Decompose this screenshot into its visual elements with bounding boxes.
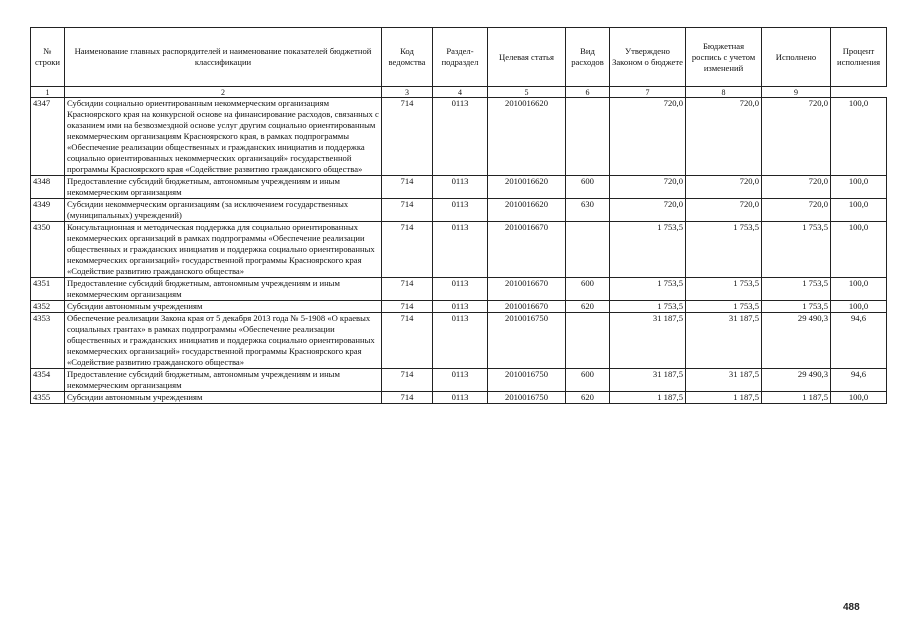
cell-executed: 720,0 xyxy=(762,98,831,176)
cell-budget-list: 31 187,5 xyxy=(686,313,762,369)
page-number: 488 xyxy=(843,602,860,613)
cell-section: 0113 xyxy=(433,222,488,278)
cell-budget-list: 720,0 xyxy=(686,98,762,176)
column-number: 5 xyxy=(488,87,566,98)
cell-percent: 100,0 xyxy=(831,392,887,404)
cell-row-no: 4350 xyxy=(31,222,65,278)
cell-section: 0113 xyxy=(433,301,488,313)
cell-target: 2010016620 xyxy=(488,98,566,176)
cell-expense-type: 620 xyxy=(566,301,610,313)
cell-approved: 1 187,5 xyxy=(610,392,686,404)
cell-name: Субсидии автономным учреждениям xyxy=(65,301,382,313)
cell-percent: 94,6 xyxy=(831,313,887,369)
cell-dept-code: 714 xyxy=(382,392,433,404)
header-target: Целевая статья xyxy=(488,28,566,87)
cell-approved: 1 753,5 xyxy=(610,278,686,301)
cell-budget-list: 720,0 xyxy=(686,176,762,199)
cell-expense-type xyxy=(566,313,610,369)
cell-row-no: 4355 xyxy=(31,392,65,404)
cell-approved: 720,0 xyxy=(610,98,686,176)
cell-target: 2010016620 xyxy=(488,176,566,199)
cell-target: 2010016750 xyxy=(488,392,566,404)
column-number: 1 xyxy=(31,87,65,98)
table-body xyxy=(31,98,887,404)
cell-row-no: 4354 xyxy=(31,369,65,392)
cell-percent: 100,0 xyxy=(831,176,887,199)
cell-approved: 720,0 xyxy=(610,199,686,222)
cell-name: Субсидии социально ориентированным некоммерческим организациям Красноярского края на конкурсной основе на финансирование расходов, связанных с оказанием ими на безвозмездной основе услуг другим социально ориентированным некоммерческим организациям Красноярского края, в рамках подпрограммы «Обеспечение реализации общественных и гражданских инициатив и поддержка социально ориентированных некоммерческих организаций» государственной программы Красноярского края «Содействие развитию гражданского общества» xyxy=(65,98,382,176)
cell-budget-list: 1 187,5 xyxy=(686,392,762,404)
cell-expense-type: 600 xyxy=(566,369,610,392)
cell-expense-type xyxy=(566,98,610,176)
cell-section: 0113 xyxy=(433,369,488,392)
header-approved: Утверждено Законом о бюджете xyxy=(610,28,686,87)
cell-target: 2010016670 xyxy=(488,301,566,313)
cell-budget-list: 1 753,5 xyxy=(686,301,762,313)
cell-budget-list: 1 753,5 xyxy=(686,278,762,301)
cell-section: 0113 xyxy=(433,392,488,404)
cell-executed: 29 490,3 xyxy=(762,369,831,392)
cell-name: Предоставление субсидий бюджетным, автономным учреждениям и иным некоммерческим организациям xyxy=(65,176,382,199)
cell-target: 2010016670 xyxy=(488,278,566,301)
table-header xyxy=(31,28,887,98)
cell-executed: 1 753,5 xyxy=(762,301,831,313)
table-row xyxy=(31,392,887,404)
header-expense-type: Вид расходов xyxy=(566,28,610,87)
table-row xyxy=(31,98,887,176)
cell-budget-list: 1 753,5 xyxy=(686,222,762,278)
cell-target: 2010016750 xyxy=(488,313,566,369)
cell-name: Предоставление субсидий бюджетным, автономным учреждениям и иным некоммерческим организациям xyxy=(65,278,382,301)
cell-dept-code: 714 xyxy=(382,301,433,313)
table-row xyxy=(31,176,887,199)
cell-row-no: 4348 xyxy=(31,176,65,199)
cell-target: 2010016750 xyxy=(488,369,566,392)
cell-expense-type: 600 xyxy=(566,176,610,199)
table-row xyxy=(31,369,887,392)
cell-row-no: 4352 xyxy=(31,301,65,313)
cell-dept-code: 714 xyxy=(382,98,433,176)
cell-executed: 720,0 xyxy=(762,199,831,222)
cell-percent: 100,0 xyxy=(831,199,887,222)
cell-name: Консультационная и методическая поддержка для социально ориентированных некоммерческих организаций в рамках подпрограммы «Обеспечение реализации общественных и гражданских инициатив и поддержка социально ориентированных некоммерческих организаций» государственной программы Красноярского края «Содействие развитию гражданского общества» xyxy=(65,222,382,278)
cell-budget-list: 720,0 xyxy=(686,199,762,222)
cell-executed: 1 753,5 xyxy=(762,278,831,301)
cell-dept-code: 714 xyxy=(382,222,433,278)
cell-target: 2010016670 xyxy=(488,222,566,278)
table-row xyxy=(31,222,887,278)
column-number-row xyxy=(31,87,887,98)
cell-approved: 1 753,5 xyxy=(610,222,686,278)
cell-approved: 31 187,5 xyxy=(610,369,686,392)
header-dept-code: Код ведомства xyxy=(382,28,433,87)
cell-percent: 100,0 xyxy=(831,98,887,176)
table-row xyxy=(31,301,887,313)
cell-percent: 94,6 xyxy=(831,369,887,392)
column-number: 9 xyxy=(762,87,831,98)
cell-expense-type: 620 xyxy=(566,392,610,404)
cell-expense-type: 630 xyxy=(566,199,610,222)
cell-percent: 100,0 xyxy=(831,278,887,301)
cell-row-no: 4349 xyxy=(31,199,65,222)
cell-dept-code: 714 xyxy=(382,369,433,392)
cell-dept-code: 714 xyxy=(382,313,433,369)
header-budget-list: Бюджетная роспись с учетом изменений xyxy=(686,28,762,87)
column-number: 3 xyxy=(382,87,433,98)
budget-execution-table xyxy=(30,27,887,404)
table-row xyxy=(31,278,887,301)
cell-executed: 720,0 xyxy=(762,176,831,199)
cell-name: Обеспечение реализации Закона края от 5 декабря 2013 года № 5-1908 «О краевых социальных грантах» в рамках подпрограммы «Обеспечение реализации общественных и гражданских инициатив и поддержка социально ориентированных некоммерческих организаций» государственной программы Красноярского края «Содействие развитию гражданского общества» xyxy=(65,313,382,369)
cell-section: 0113 xyxy=(433,313,488,369)
cell-expense-type xyxy=(566,222,610,278)
cell-executed: 29 490,3 xyxy=(762,313,831,369)
cell-dept-code: 714 xyxy=(382,176,433,199)
header-row-no: № строки xyxy=(31,28,65,87)
cell-dept-code: 714 xyxy=(382,278,433,301)
column-number: 6 xyxy=(566,87,610,98)
cell-row-no: 4351 xyxy=(31,278,65,301)
column-number: 8 xyxy=(686,87,762,98)
header-percent: Процент исполнения xyxy=(831,28,887,87)
cell-executed: 1 187,5 xyxy=(762,392,831,404)
cell-name: Субсидии некоммерческим организациям (за исключением государственных (муниципальных) учреждений) xyxy=(65,199,382,222)
cell-percent: 100,0 xyxy=(831,301,887,313)
cell-section: 0113 xyxy=(433,199,488,222)
cell-dept-code: 714 xyxy=(382,199,433,222)
cell-section: 0113 xyxy=(433,176,488,199)
column-number: 4 xyxy=(433,87,488,98)
cell-row-no: 4353 xyxy=(31,313,65,369)
cell-expense-type: 600 xyxy=(566,278,610,301)
header-executed: Исполнено xyxy=(762,28,831,87)
cell-budget-list: 31 187,5 xyxy=(686,369,762,392)
cell-approved: 720,0 xyxy=(610,176,686,199)
table-row xyxy=(31,313,887,369)
cell-approved: 31 187,5 xyxy=(610,313,686,369)
cell-approved: 1 753,5 xyxy=(610,301,686,313)
cell-executed: 1 753,5 xyxy=(762,222,831,278)
column-number: 2 xyxy=(65,87,382,98)
cell-percent: 100,0 xyxy=(831,222,887,278)
cell-row-no: 4347 xyxy=(31,98,65,176)
table-row xyxy=(31,199,887,222)
cell-section: 0113 xyxy=(433,278,488,301)
header-name: Наименование главных распорядителей и наименование показателей бюджетной классификации xyxy=(65,28,382,87)
header-section: Раздел-подраздел xyxy=(433,28,488,87)
cell-name: Субсидии автономным учреждениям xyxy=(65,392,382,404)
cell-name: Предоставление субсидий бюджетным, автономным учреждениям и иным некоммерческим организациям xyxy=(65,369,382,392)
cell-target: 2010016620 xyxy=(488,199,566,222)
column-number: 7 xyxy=(610,87,686,98)
cell-section: 0113 xyxy=(433,98,488,176)
